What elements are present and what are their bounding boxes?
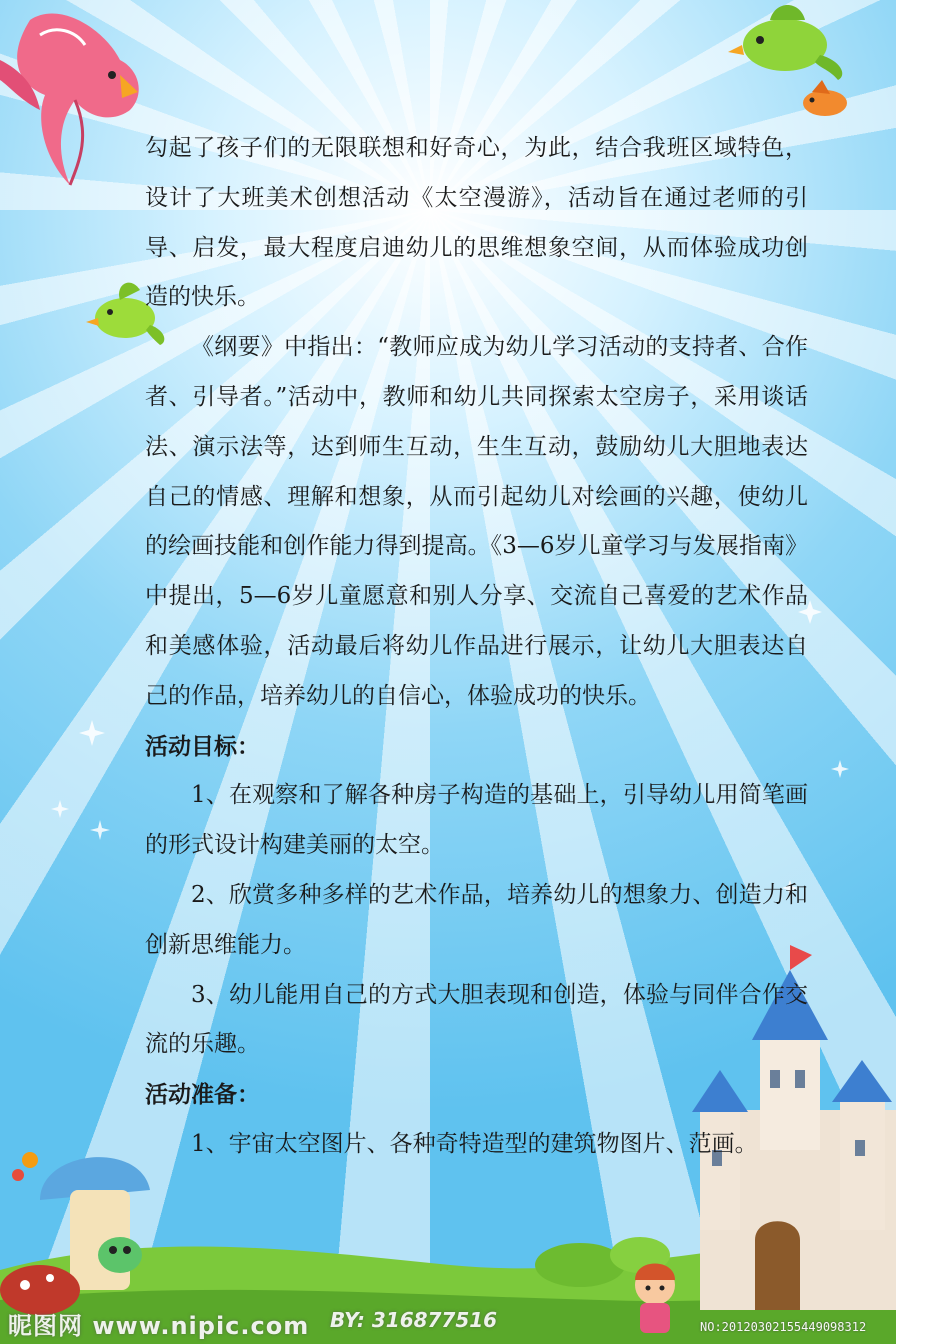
author-watermark: BY: 316877516 [330,1308,498,1332]
paragraph: 《纲要》中指出：“教师应成为幼儿学习活动的支持者、合作者、引导者。”活动中，教师和幼儿共同探索太空房子，采用谈话法、演示法等，达到师生互动，生生互动，鼓励幼儿大胆地表达自己的情感、理解和想象，从而引起幼儿对绘画的兴趣，使幼儿的绘画技能和创作能力得到提高。《3—6岁儿童学习与发展指南》中提出，5—6岁儿童愿意和别人分享、交流自己喜爱的艺术作品和美感体验，活动最后将幼儿作品进行展示，让幼儿大胆表达自己的作品，培养幼儿的自信心，体验成功的快乐。 [145,334,808,709]
site-watermark: 昵图网 www.nipic.com [8,1312,310,1340]
paragraph: 1、宇宙太空图片、各种奇特造型的建筑物图片、范画。 [191,1130,758,1157]
paragraph: 勾起了孩子们的无限联想和好奇心，为此，结合我班区域特色，设计了大班美术创想活动《太空漫游》，活动旨在通过老师的引导、启发，最大程度启迪幼儿的思维想象空间，从而体验成功创造的快乐。 [145,135,808,311]
document-body [145,124,808,1170]
cartoon-child-icon [635,1264,675,1334]
section-heading: 活动目标： [145,732,260,760]
pink-bird-icon [0,14,139,185]
image-number-watermark: NO:20120302155449098312 [700,1320,867,1334]
orange-bird-icon [803,80,847,116]
paragraph: 1、在观察和了解各种房子构造的基础上，引导幼儿用简笔画的形式设计构建美丽的太空。 [145,782,808,859]
paragraph: 2、欣赏多种多样的艺术作品，培养幼儿的想象力、创造力和创新思维能力。 [145,881,808,958]
section-heading: 活动准备： [145,1081,260,1109]
green-bird-icon [728,5,842,80]
paragraph: 3、幼儿能用自己的方式大胆表现和创造，体验与同伴合作交流的乐趣。 [145,981,808,1058]
